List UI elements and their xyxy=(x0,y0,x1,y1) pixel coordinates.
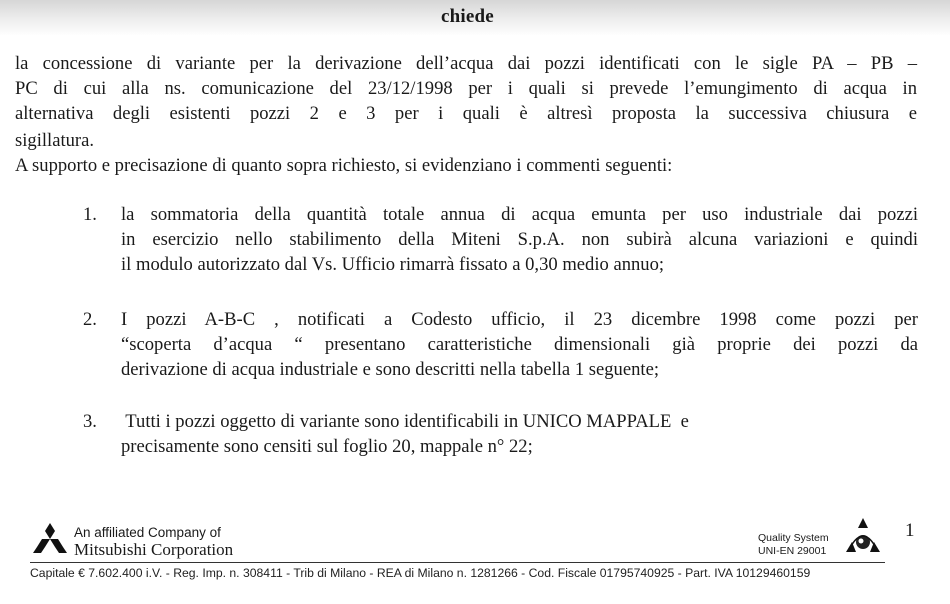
item-3-number: 3. xyxy=(83,411,97,432)
item-3-line-2: precisamente sono censiti sul foglio 20, mappale n° 22; xyxy=(121,436,533,457)
intro-line-1: la concessione di variante per la derivazione dell’acqua dai pozzi identificati con le sigle PA – PB – xyxy=(15,53,917,74)
quality-standard-label: UNI-EN 29001 xyxy=(758,545,827,557)
intro-line-4: sigillatura. xyxy=(15,130,95,151)
support-line: A supporto e precisazione di quanto sopra richiesto, si evidenziano i commenti seguenti: xyxy=(15,155,673,176)
quality-system-triangle-icon xyxy=(843,516,883,556)
affiliation-line-2: Mitsubishi Corporation xyxy=(74,540,234,559)
item-1-line-2: in esercizio nello stabilimento della Miteni S.p.A. non subirà alcuna variazioni e quindi xyxy=(121,229,918,250)
item-1-number: 1. xyxy=(83,204,97,225)
quality-system-label: Quality System xyxy=(758,532,829,544)
page-number: 1 xyxy=(905,520,915,541)
intro-line-2: PC di cui alla ns. comunicazione del 23/12/1998 per i quali si prevede l’emungimento di acqua in xyxy=(15,78,917,99)
item-1-line-3: il modulo autorizzato dal Vs. Ufficio rimarrà fissato a 0,30 medio annuo; xyxy=(121,254,665,275)
intro-line-3: alternativa degli esistenti pozzi 2 e 3 per i quali è altresì proposta la successiva chiusura e xyxy=(15,103,917,124)
item-3-line-1: Tutti i pozzi oggetto di variante sono identificabili in UNICO MAPPALE e xyxy=(121,411,689,432)
item-1-line-1: la sommatoria della quantità totale annua di acqua emunta per uso industriale dai pozzi xyxy=(121,204,918,225)
item-2-line-2: “scoperta d’acqua “ presentano caratteristiche dimensionali già proprie dei pozzi da xyxy=(121,334,918,355)
footer-legal-info: Capitale € 7.602.400 i.V. - Reg. Imp. n. 308411 - Trib di Milano - REA di Milano n. 1281266 - Cod. Fiscale 01795740925 - Part. IVA 10129460159 xyxy=(30,566,811,580)
affiliation-line-1: An affiliated Company of xyxy=(74,525,221,540)
item-2-number: 2. xyxy=(83,309,97,330)
footer-divider xyxy=(30,562,885,563)
item-2-line-3: derivazione di acqua industriale e sono descritti nella tabella 1 seguente; xyxy=(121,359,659,380)
item-2-line-1: I pozzi A-B-C , notificati a Codesto ufficio, il 23 dicembre 1998 come pozzi per xyxy=(121,309,918,330)
section-heading: chiede xyxy=(441,6,494,27)
mitsubishi-three-diamonds-icon xyxy=(33,522,67,556)
